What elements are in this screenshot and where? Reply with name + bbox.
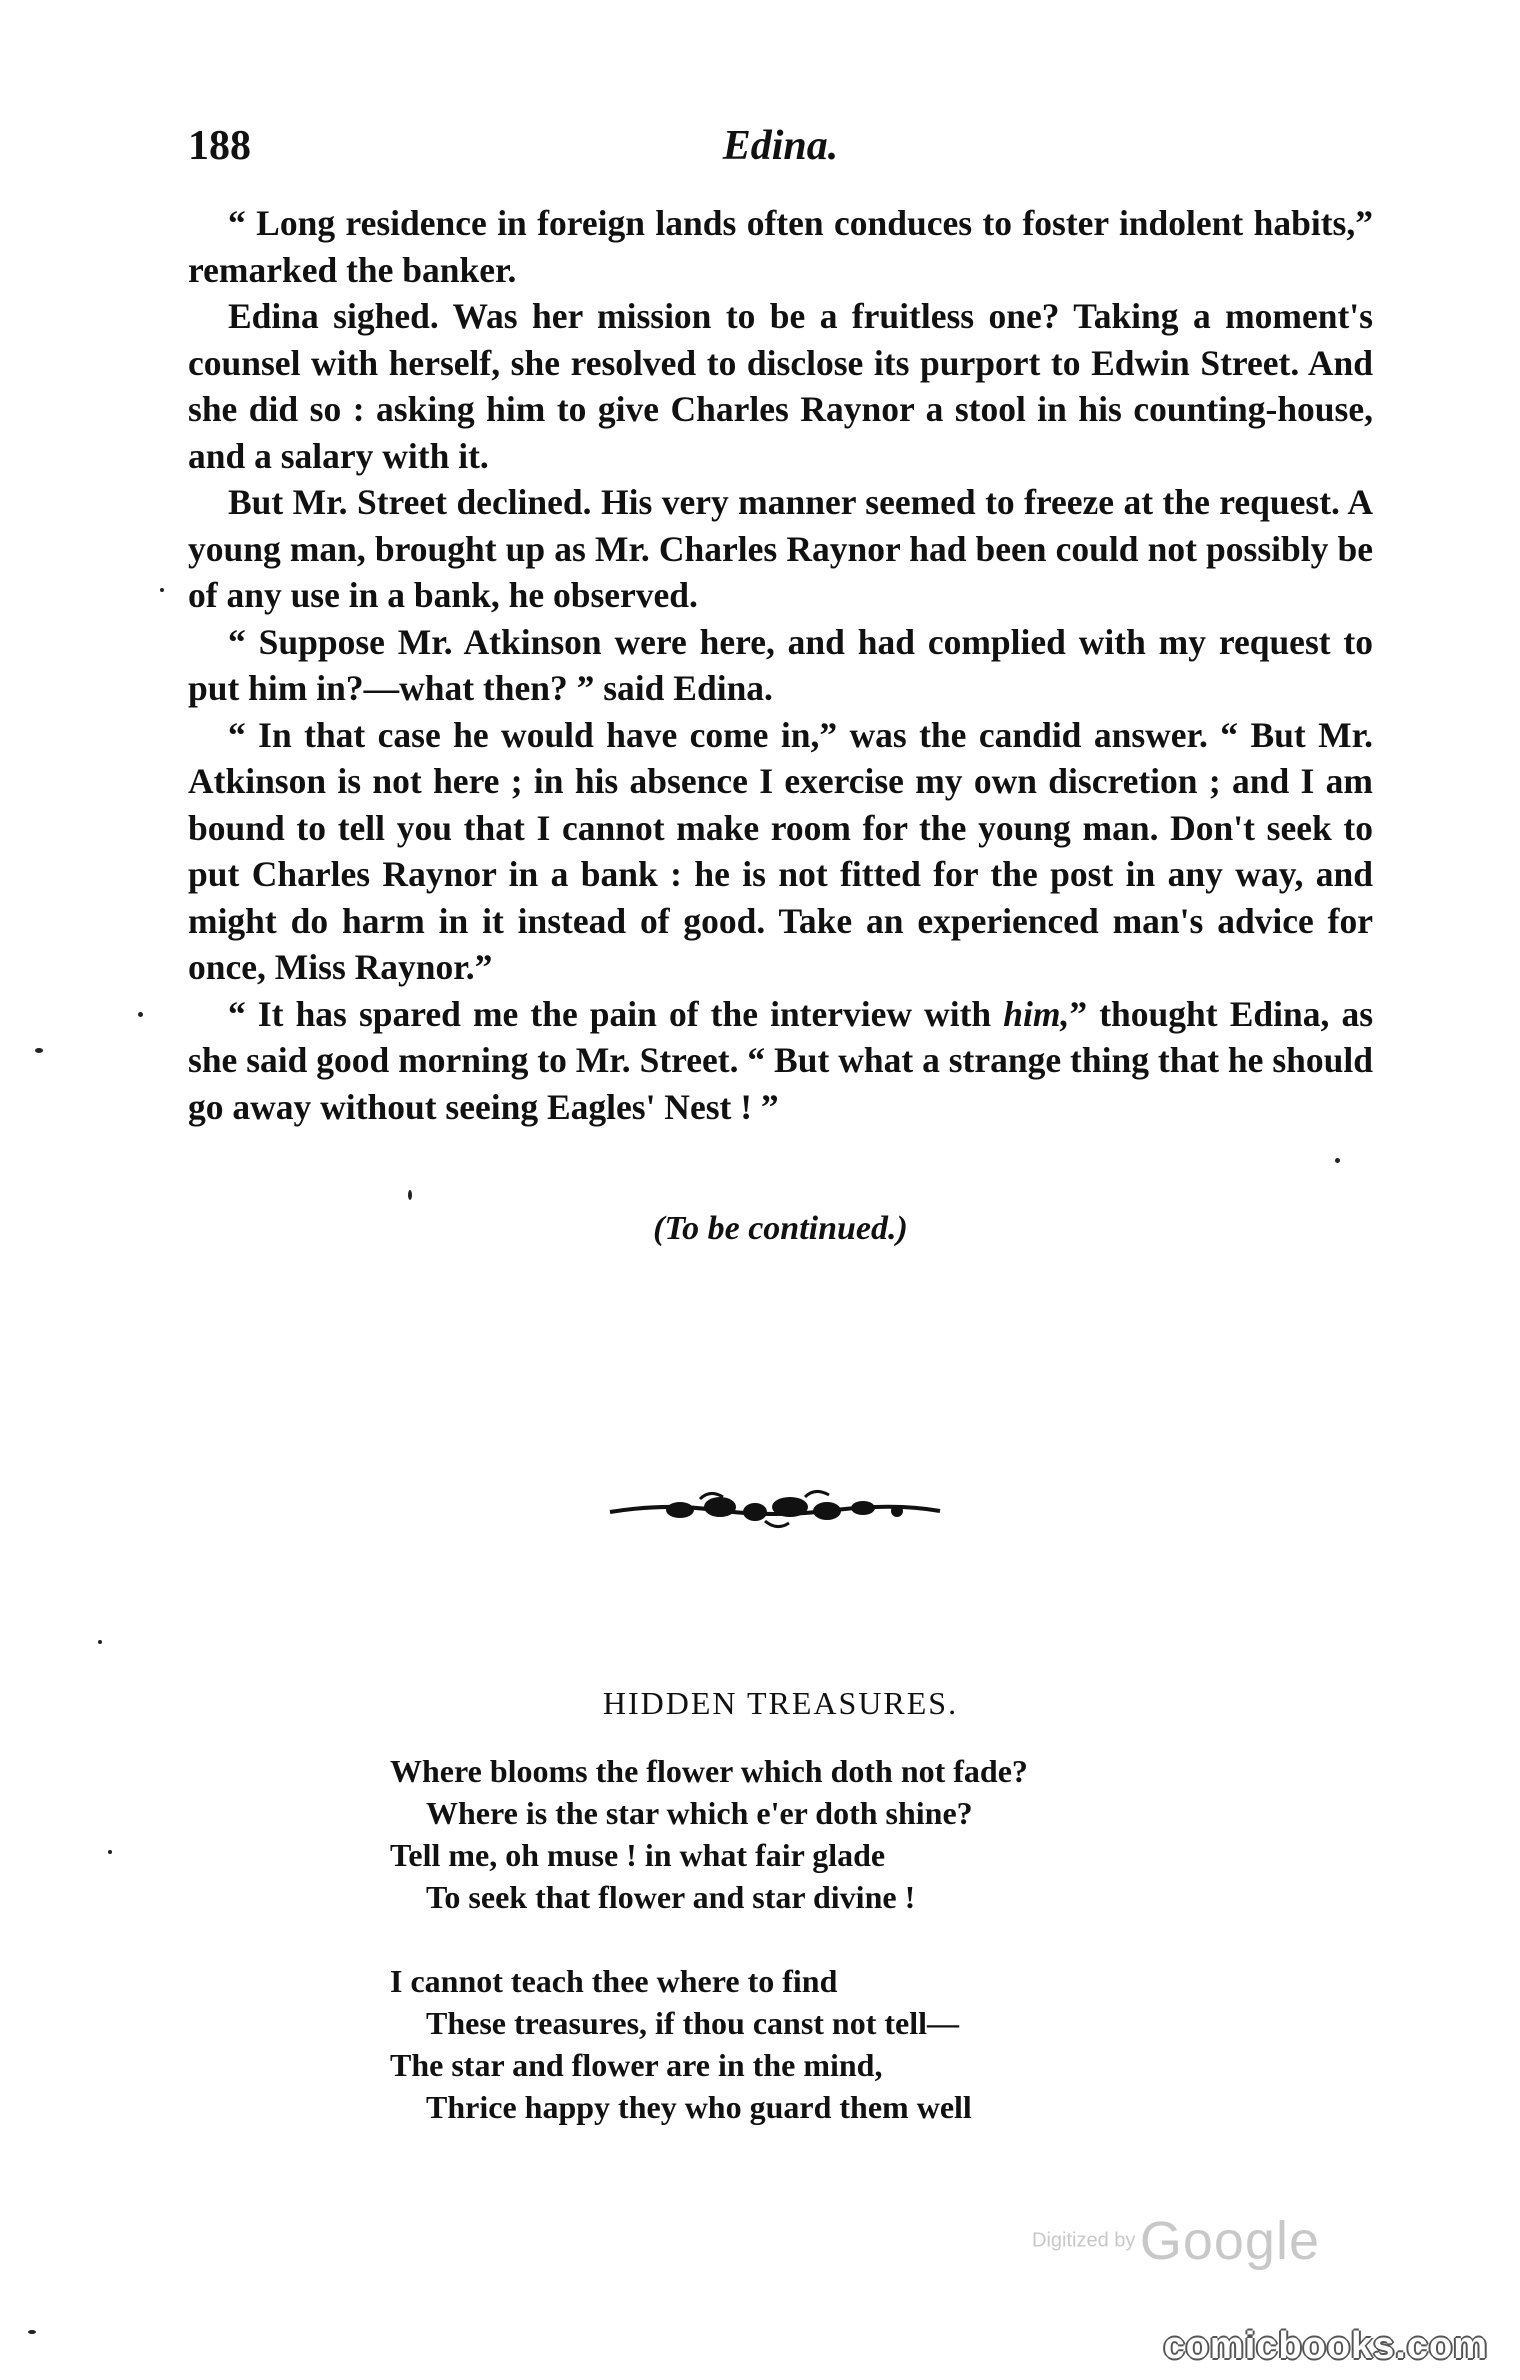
paragraph <box>188 991 1373 1131</box>
poem-line: The star and flower are in the mind, <box>390 2047 883 2083</box>
poem-line: Tell me, oh muse ! in what fair glade <box>390 1837 886 1873</box>
paragraph: Edina sighed. Was her mission to be a fruitless one? Taking a moment's counsel with herself, she resolved to disclose its purport to Edwin Street. And she did so : asking him to give Charles Raynor a stool in his counting-house, and a salary with it. <box>188 296 1373 476</box>
watermark-prefix: Digitized by <box>1032 2229 1136 2252</box>
paragraph: “ Suppose Mr. Atkinson were here, and had complied with my request to put him in?—what then? ” said Edina. <box>188 621 1373 708</box>
poem <box>390 1750 1290 2170</box>
paragraph: “ Long residence in foreign lands often conduces to foster indolent habits,” remarked the banker. <box>188 203 1373 290</box>
emphasis: him, <box>1003 993 1070 1034</box>
paragraph: “ In that case he would have come in,” was the candid answer. “ But Mr. Atkinson is not here ; in his absence I exercise my own discretion ; and I am bound to tell you that I cannot make room for the young man. Don't seek to put Charles Raynor in a bank : he is not fitted for the post in any way, and might do harm in it instead of good. Take an experienced man's advice for once, Miss Raynor.” <box>188 714 1373 987</box>
digitized-watermark <box>1032 2210 1320 2272</box>
scan-speck <box>138 1012 143 1017</box>
scan-speck <box>108 1850 112 1854</box>
to-be-continued: (To be continued.) <box>653 1210 908 1247</box>
site-watermark: comicbooks.com <box>1163 2325 1488 2367</box>
paragraph-text: ” thought Edina, as she said good morning to Mr. Street. “ But what a strange thing that he should go away without seeing Eagles' Nest ! ” <box>188 993 1374 1127</box>
scan-speck <box>28 2330 36 2334</box>
ornament-divider-icon <box>605 1485 945 1535</box>
scan-speck <box>98 1640 102 1644</box>
prose-body <box>188 200 1373 1130</box>
google-logo: Google <box>1139 2211 1320 2271</box>
scan-speck <box>160 588 164 592</box>
poem-line: To seek that flower and star divine ! <box>426 1879 916 1915</box>
page-header <box>188 122 1373 182</box>
page-number: 188 <box>188 123 251 169</box>
scan-speck <box>408 1190 412 1200</box>
paragraph-text: “ It has spared me the pain of the interview with <box>228 993 1004 1034</box>
poem-line: Where blooms the flower which doth not fade? <box>390 1753 1028 1789</box>
poem-title: HIDDEN TREASURES. <box>602 1685 959 1721</box>
poem-line: Where is the star which e'er doth shine? <box>426 1795 973 1831</box>
poem-stanza <box>390 1750 1290 1918</box>
paragraph: But Mr. Street declined. His very manner seemed to freeze at the request. A young man, brought up as Mr. Charles Raynor had been could not possibly be of any use in a bank, he observed. <box>188 482 1373 615</box>
poem-line: Thrice happy they who guard them well <box>426 2089 972 2125</box>
poem-line: These treasures, if thou canst not tell— <box>426 2005 960 2041</box>
running-title: Edina. <box>722 123 839 169</box>
scan-speck <box>1335 1158 1340 1163</box>
scan-speck <box>35 1048 43 1053</box>
poem-stanza <box>390 1960 1290 2128</box>
poem-line: I cannot teach thee where to find <box>390 1963 838 1999</box>
